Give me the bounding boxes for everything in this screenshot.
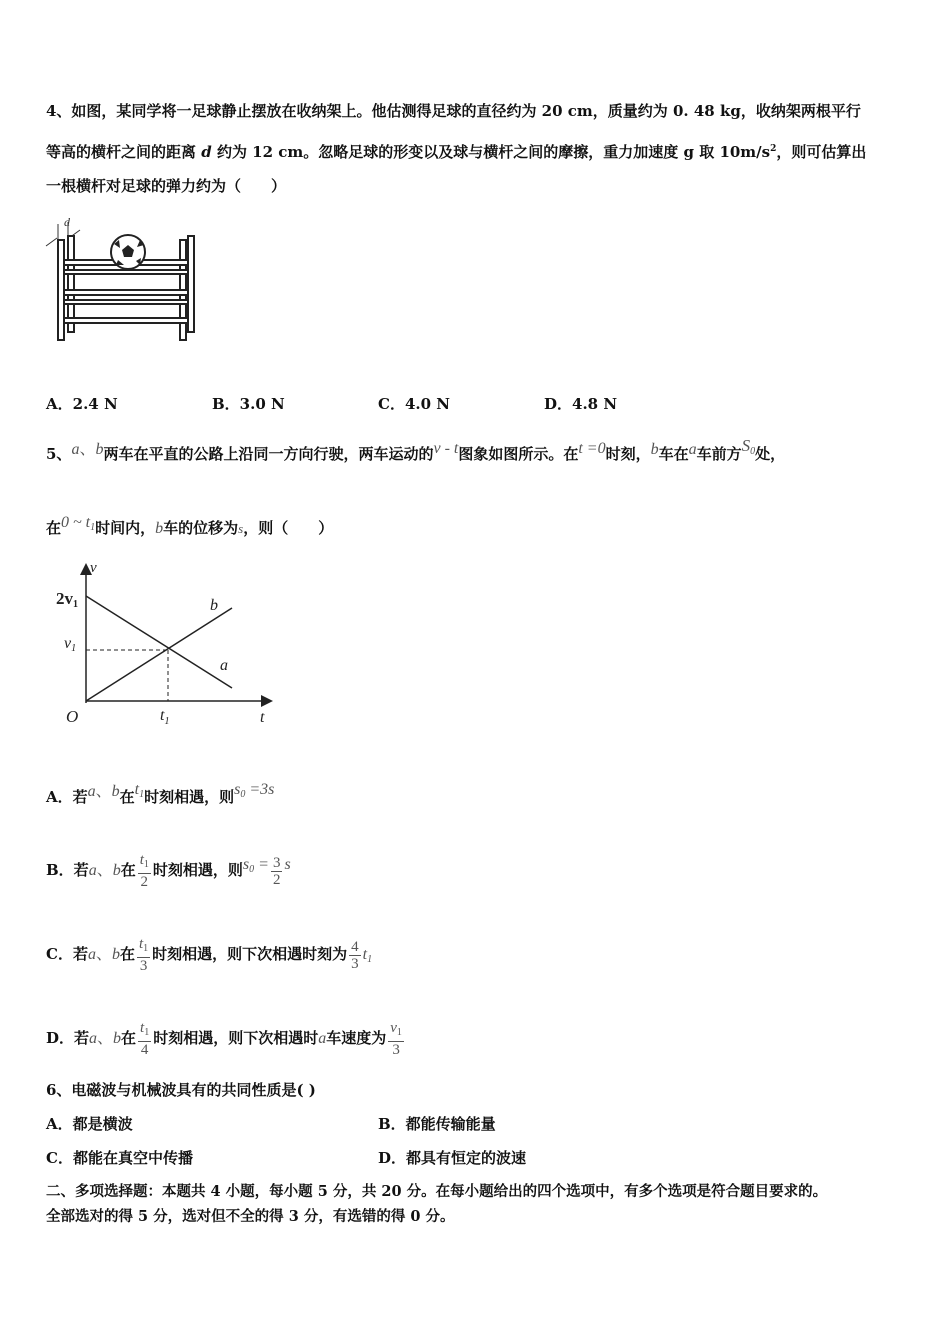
q5-text: 车的位移为 xyxy=(163,519,239,537)
section2-heading-line1: 二、多项选择题：本题共 4 小题，每小题 5 分，共 20 分。在每小题给出的四个选项中，有多个选项是符合题目要求的。 xyxy=(46,1183,828,1200)
q4-option-b[interactable]: B．3.0 N xyxy=(212,395,285,413)
opt-text: 时刻相遇，则下次相遇时 xyxy=(153,1029,319,1047)
opt-var: b xyxy=(113,1030,122,1047)
origin-label: O xyxy=(66,707,79,726)
opt-var-s0: $s_0$ xyxy=(234,781,246,800)
opt-text: 在 xyxy=(121,1029,137,1047)
opt-var: b xyxy=(111,946,120,963)
x-axis-label: t xyxy=(260,709,265,726)
opt-text: 、 xyxy=(95,946,112,963)
q5-var-s0: $S_0$ xyxy=(741,436,756,457)
q4-stem-line2 xyxy=(46,139,866,162)
q5-text: 、 xyxy=(79,441,96,458)
shelf-figure xyxy=(44,214,204,344)
q4-text: 约为 12 cm。忽略足球的形变以及球与横杆之间的摩擦，重力加速度 g 取 10m/s xyxy=(211,143,771,161)
fraction: $\frac{t_1}{4}$ xyxy=(140,1020,150,1058)
q5-option-c[interactable] xyxy=(46,936,372,974)
opt-text: 时刻相遇，则下次相遇时刻为 xyxy=(152,945,348,963)
fraction: $\frac{t_1}{3}$ xyxy=(138,936,149,974)
q5-text: 图象如图所示。在 xyxy=(458,445,579,463)
d-label: d xyxy=(64,215,70,229)
line-b-label: b xyxy=(210,597,218,614)
y-tick-v1: v1 xyxy=(64,635,77,654)
q6-option-b[interactable]: B．都能传输能量 xyxy=(378,1115,496,1133)
shelf-bar-bottom xyxy=(64,318,188,323)
opt-var: a xyxy=(87,783,96,800)
q5-text: 处， xyxy=(755,445,786,463)
fraction: $\frac{3}{2}$ xyxy=(272,854,281,888)
q5-text: 两车在平直的公路上沿同一方向行驶，两车运动的 xyxy=(103,445,434,463)
opt-eq: = xyxy=(254,856,269,873)
q5-var-range: 0 ~ $t_1$ xyxy=(61,514,96,533)
y-axis-label: v xyxy=(90,560,97,576)
shelf-bar-mid xyxy=(64,290,188,295)
shelf-bar-top2 xyxy=(64,270,188,274)
line-b xyxy=(86,608,232,701)
opt-var: a xyxy=(87,946,96,963)
y-tick-2v1: 2v1 xyxy=(56,589,78,610)
q5-option-b[interactable] xyxy=(46,852,291,890)
q5-text: 时间内， xyxy=(95,519,156,537)
section2-heading-line2: 全部选对的得 5 分，选对但不全的得 3 分，有选错的得 0 分。 xyxy=(46,1208,455,1225)
opt-var: s xyxy=(284,856,291,873)
q5-text: 车前方 xyxy=(696,445,742,463)
q5-var: b xyxy=(155,520,164,537)
opt-var-t1: $t_1$ xyxy=(362,946,373,965)
q5-text: 时刻， xyxy=(605,445,651,463)
q5-text: ，则（ ） xyxy=(243,519,334,537)
shelf-bar-mid2 xyxy=(64,300,188,304)
opt-text: D．若 xyxy=(46,1029,90,1047)
q4-text: ，则可估算出 xyxy=(776,143,867,161)
opt-text: B．若 xyxy=(46,861,89,879)
opt-text: 时刻相遇，则 xyxy=(152,861,243,879)
opt-text: 、 xyxy=(96,862,113,879)
q4-option-d[interactable]: D．4.8 N xyxy=(544,395,618,413)
opt-var: a xyxy=(88,862,97,879)
q6-option-d[interactable]: D．都具有恒定的波速 xyxy=(378,1149,527,1167)
q5-var: b xyxy=(650,441,659,458)
q4-var-d: d xyxy=(201,143,212,161)
q5-var: s xyxy=(238,521,244,536)
q5-var: t =0 xyxy=(578,440,606,457)
opt-text: 时刻相遇，则 xyxy=(144,788,235,806)
vt-graph xyxy=(52,558,292,738)
q6-option-c[interactable]: C．都能在真空中传播 xyxy=(46,1149,193,1167)
d-arrow-left xyxy=(46,238,57,246)
opt-var: a xyxy=(89,1030,98,1047)
opt-text: 在 xyxy=(119,945,135,963)
q5-option-a[interactable] xyxy=(46,780,274,807)
q5-stem-line2 xyxy=(46,513,333,539)
opt-text: C．若 xyxy=(46,945,88,963)
fraction: $\frac{4}{3}$ xyxy=(351,938,359,972)
opt-text: 车速度为 xyxy=(326,1029,387,1047)
fraction: $\frac{t_1}{2}$ xyxy=(139,852,149,890)
opt-text: 在 xyxy=(119,788,135,806)
opt-eq: =3s xyxy=(245,781,275,798)
opt-var: b xyxy=(111,783,120,800)
x-tick-t1: $t_1$ xyxy=(160,707,170,727)
q5-text: 在 xyxy=(46,519,62,537)
q5-option-d[interactable] xyxy=(46,1020,406,1058)
opt-var-s0: $s_0$ xyxy=(242,856,255,875)
q5-stem-line1 xyxy=(46,436,785,464)
q4-stem-line1: 4、如图，某同学将一足球静止摆放在收纳架上。他估测得足球的直径约为 20 cm，质量约为 0. 48 kg，收纳架两根平行 xyxy=(46,102,861,120)
q4-sup: 2 xyxy=(770,144,777,154)
q4-option-a[interactable]: A．2.4 N xyxy=(46,395,118,413)
q6-stem: 6、电磁波与机械波具有的共同性质是( ) xyxy=(46,1081,316,1099)
q6-option-a[interactable]: A．都是横波 xyxy=(46,1115,133,1133)
q5-var: b xyxy=(95,441,104,458)
opt-text: A．若 xyxy=(46,788,88,806)
opt-text: 、 xyxy=(95,783,112,800)
opt-var: a xyxy=(318,1030,327,1047)
opt-var: b xyxy=(112,862,121,879)
q5-var: a xyxy=(688,441,697,458)
q5-text: 5、 xyxy=(46,445,72,463)
opt-var-t1: $t_1$ xyxy=(134,781,145,800)
q5-var: a xyxy=(71,441,80,458)
q5-var: v - t xyxy=(433,440,459,457)
opt-text: 、 xyxy=(97,1030,114,1047)
q4-option-c[interactable]: C．4.0 N xyxy=(378,395,450,413)
q4-stem-line3: 一根横杆对足球的弹力约为（ ） xyxy=(46,177,287,195)
q4-text: 等高的横杆之间的距离 xyxy=(46,143,202,161)
q5-text: 车在 xyxy=(658,445,689,463)
opt-text: 在 xyxy=(120,861,136,879)
line-a-label: a xyxy=(220,657,228,674)
fraction: $\frac{v_1}{3}$ xyxy=(390,1020,402,1058)
